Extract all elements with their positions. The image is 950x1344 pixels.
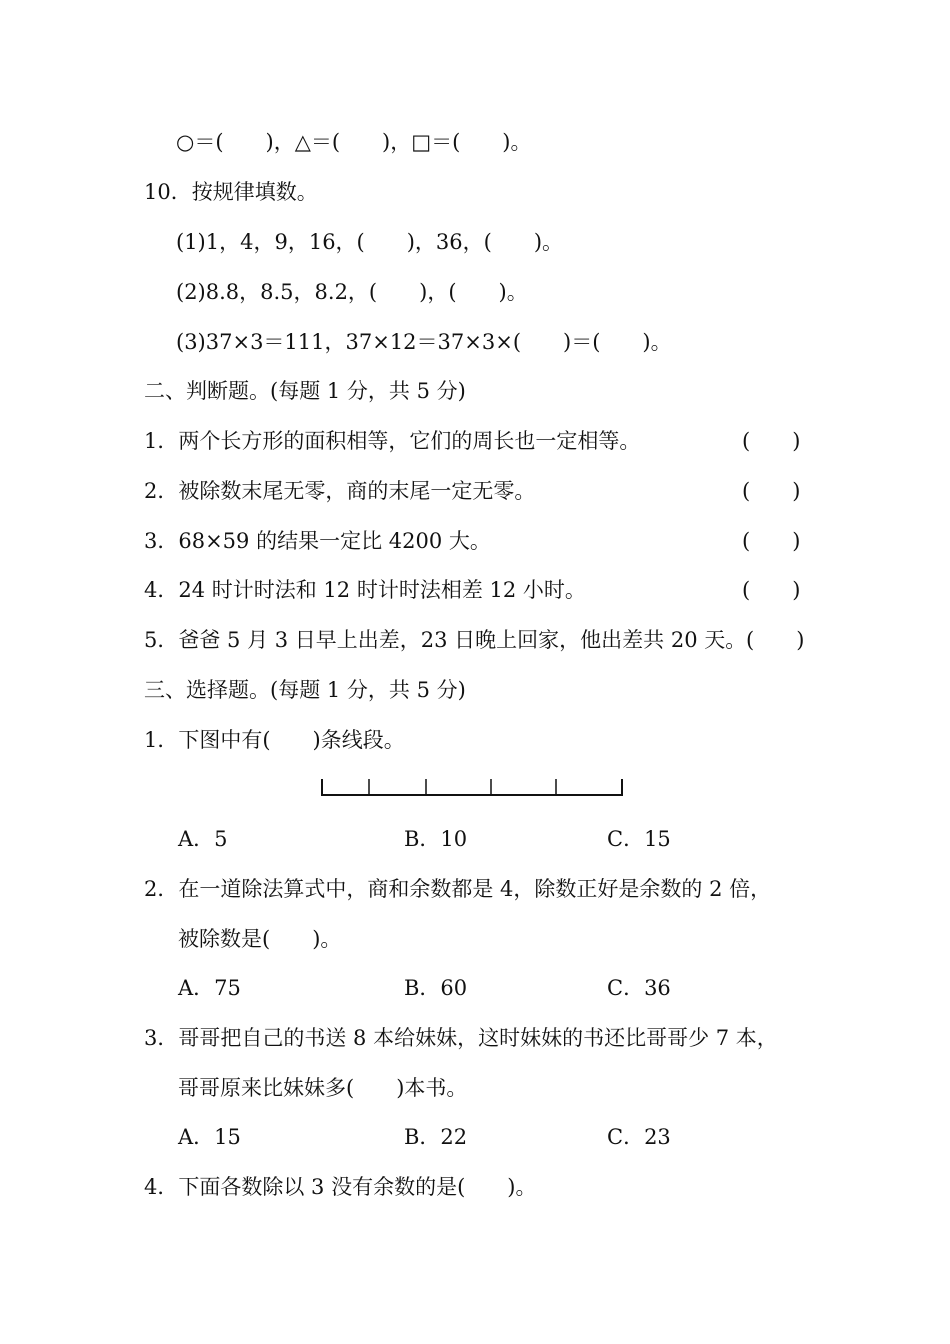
choice-1-option-b: B．10 [404,827,468,851]
choice-1-question: 1．下图中有( )条线段。 [144,728,405,752]
judgement-4: 4．24 时计时法和 12 时计时法相差 12 小时。 [144,578,586,602]
symbol-blanks-line: ○＝( )，△＝( )，□＝( )。 [176,130,532,154]
choice-1-option-a: A．5 [178,827,228,851]
question-10-part-3: (3)37×3＝111，37×12＝37×3×( )＝( )。 [176,330,672,354]
judgement-4-answer-blank: ( ) [742,578,801,602]
choice-2-option-c: C．36 [607,976,671,1000]
choice-3-question-line-2: 哥哥原来比妹妹多( )本书。 [178,1076,468,1100]
line-segment-figure [320,776,626,800]
choice-3-option-c: C．23 [607,1125,671,1149]
choice-1-option-c: C．15 [607,827,671,851]
judgement-3: 3．68×59 的结果一定比 4200 大。 [144,529,491,553]
section-2-title: 二、判断题。(每题 1 分，共 5 分) [144,379,466,403]
judgement-2: 2．被除数末尾无零，商的末尾一定无零。 [144,479,536,503]
question-10-part-1: (1)1，4，9，16，( )，36，( )。 [176,230,564,254]
judgement-5: 5．爸爸 5 月 3 日早上出差，23 日晚上回家，他出差共 20 天。 [144,628,747,652]
judgement-3-answer-blank: ( ) [742,529,801,553]
choice-2-question-line-1: 2．在一道除法算式中，商和余数都是 4，除数正好是余数的 2 倍， [144,877,772,901]
choice-2-question-line-2: 被除数是( )。 [178,927,342,951]
judgement-2-answer-blank: ( ) [742,479,801,503]
question-10-title: 10．按规律填数。 [144,180,318,204]
judgement-5-answer-blank: ( ) [746,628,805,652]
judgement-1: 1．两个长方形的面积相等，它们的周长也一定相等。 [144,429,641,453]
choice-4-question: 4．下面各数除以 3 没有余数的是( )。 [144,1175,537,1199]
judgement-1-answer-blank: ( ) [742,429,801,453]
choice-2-option-b: B．60 [404,976,468,1000]
question-10-part-2: (2)8.8，8.5，8.2，( )，( )。 [176,280,528,304]
choice-2-option-a: A．75 [178,976,241,1000]
choice-3-question-line-1: 3．哥哥把自己的书送 8 本给妹妹，这时妹妹的书还比哥哥少 7 本， [144,1026,778,1050]
section-3-title: 三、选择题。(每题 1 分，共 5 分) [144,678,466,702]
choice-3-option-b: B．22 [404,1125,468,1149]
choice-3-option-a: A．15 [178,1125,241,1149]
